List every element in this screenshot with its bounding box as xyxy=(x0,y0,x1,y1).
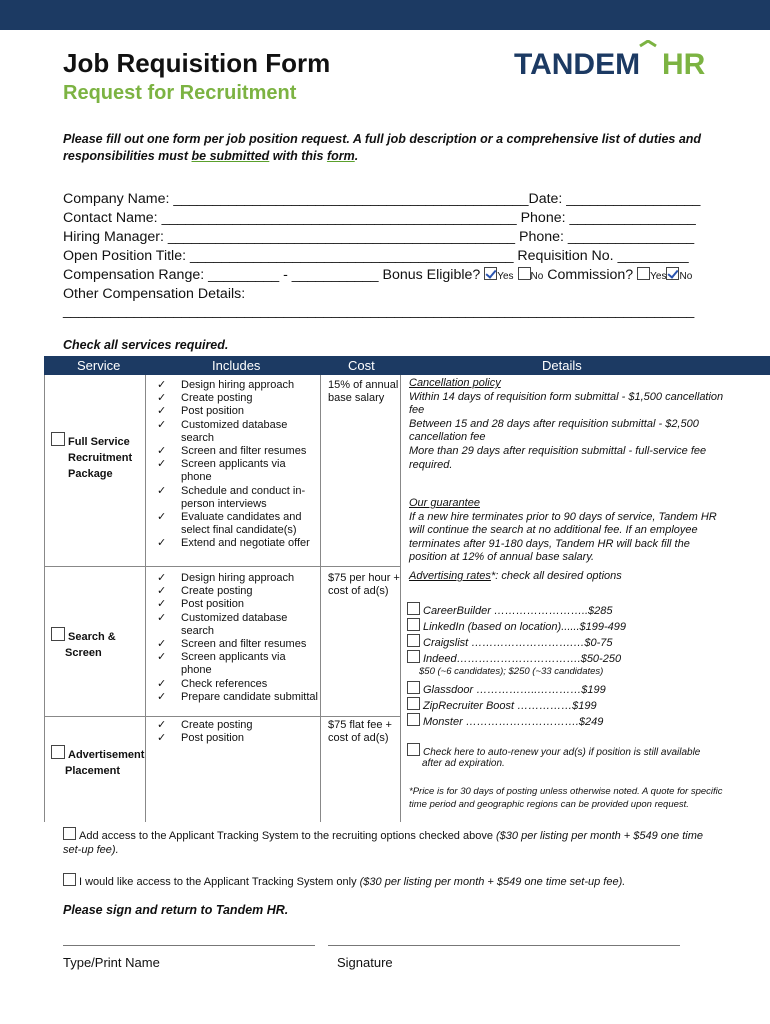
other-compensation-label: Other Compensation Details: xyxy=(63,286,246,302)
linkedin-checkbox[interactable] xyxy=(407,618,420,631)
auto-renew-checkbox[interactable] xyxy=(407,743,420,756)
table-border xyxy=(400,375,401,822)
print-name-label: Type/Print Name xyxy=(63,955,160,970)
advertisement-cost: $75 flat fee + cost of ad(s) xyxy=(328,719,392,745)
header-details: Details xyxy=(542,358,582,373)
tandem-hr-logo xyxy=(514,40,714,82)
search-screen-option[interactable]: Search & Screen xyxy=(51,627,116,661)
search-screen-cost: $75 per hour + cost of ad(s) xyxy=(328,572,400,598)
advertisement-option[interactable]: Advertisement Placement xyxy=(51,745,144,779)
header-includes: Includes xyxy=(212,358,261,373)
cancellation-policy xyxy=(409,377,729,472)
header-service: Service xyxy=(77,358,121,373)
commission-yes-checkbox[interactable] xyxy=(637,267,650,280)
signature-label: Signature xyxy=(337,955,393,970)
rate-indeed[interactable]: Indeed…………………………….$50-250 xyxy=(407,650,621,665)
careerbuilder-checkbox[interactable] xyxy=(407,602,420,615)
table-border xyxy=(320,375,321,822)
table-border xyxy=(145,375,146,822)
instructions: Please fill out one form per job position request. A full job description or a comprehensive list of duties and responsibilities must be submitted with this form. xyxy=(63,132,702,163)
signature-field[interactable] xyxy=(328,945,680,946)
commission-no-checkbox[interactable] xyxy=(666,267,679,280)
page-subtitle: Request for Recruitment xyxy=(63,82,297,104)
auto-renew-option[interactable]: Check here to auto-renew your ad(s) if position is still available xyxy=(407,743,700,758)
compensation-line: Compensation Range: _________ - ___________ Bonus Eligible? Yes No Commission? Yes No xyxy=(63,267,693,283)
ats-addon-option[interactable]: Add access to the Applicant Tracking System to the recruiting options checked above ($30 per listing per month + $549 one time set-up fee). xyxy=(63,827,723,857)
cancellation-title: Cancellation policy xyxy=(409,377,501,389)
row-divider xyxy=(44,716,400,717)
rate-monster[interactable]: Monster ………………………….$249 xyxy=(407,713,603,728)
full-service-option[interactable]: Full Service Recruitment Package xyxy=(51,432,132,482)
company-name-line[interactable]: Company Name: _____________________________________________Date: _________________ xyxy=(63,191,701,207)
page-title: Job Requisition Form xyxy=(63,48,331,78)
search-screen-checkbox[interactable] xyxy=(51,627,65,641)
bonus-yes-checkbox[interactable] xyxy=(484,267,497,280)
bonus-no-checkbox[interactable] xyxy=(518,267,531,280)
header-cost: Cost xyxy=(348,358,375,373)
list-item: ✓ Post position xyxy=(152,732,318,745)
list-item: ✓ Screen and filter resumes xyxy=(152,638,318,651)
list-item: ✓ Schedule and conduct in-person interviews xyxy=(152,485,318,511)
services-title: Check all services required. xyxy=(63,338,229,352)
search-screen-includes xyxy=(152,572,318,704)
full-service-checkbox[interactable] xyxy=(51,432,65,446)
advertising-rates-heading: Advertising rates*: check all desired options xyxy=(409,570,622,582)
contact-name-line[interactable]: Contact Name: _____________________________________________ Phone: ________________ xyxy=(63,210,696,226)
list-item: ✓ Prepare candidate submittal xyxy=(152,691,318,704)
list-item: ✓ Evaluate candidates and select final candidate(s) xyxy=(152,511,318,537)
guarantee xyxy=(409,497,729,565)
rate-careerbuilder[interactable]: CareerBuilder ……………………..$285 xyxy=(407,602,613,617)
indeed-note: $50 (~6 candidates); $250 (~33 candidates) xyxy=(419,666,604,677)
list-item: ✓ Create posting xyxy=(152,719,318,732)
monster-checkbox[interactable] xyxy=(407,713,420,726)
glassdoor-checkbox[interactable] xyxy=(407,681,420,694)
full-service-includes xyxy=(152,379,318,551)
list-item: ✓ Post position xyxy=(152,598,318,611)
ats-addon-checkbox[interactable] xyxy=(63,827,76,840)
list-item: ✓ Post position xyxy=(152,405,318,418)
list-item: ✓ Screen and filter resumes xyxy=(152,445,318,458)
advertisement-includes xyxy=(152,719,318,745)
sign-instruction: Please sign and return to Tandem HR. xyxy=(63,903,289,917)
full-service-cost: 15% of annual base salary xyxy=(328,379,399,405)
table-border xyxy=(44,375,45,822)
rate-glassdoor[interactable]: Glassdoor ……………..…………$199 xyxy=(407,681,606,696)
svg-text:TANDEM: TANDEM xyxy=(514,48,641,81)
list-item: ✓ Design hiring approach xyxy=(152,379,318,392)
row-divider xyxy=(44,566,400,567)
list-item: ✓ Screen applicants via phone xyxy=(152,458,318,484)
guarantee-title: Our guarantee xyxy=(409,497,480,509)
rate-linkedin[interactable]: LinkedIn (based on location)......$199-499 xyxy=(407,618,626,633)
top-banner xyxy=(0,0,770,30)
list-item: ✓ Create posting xyxy=(152,392,318,405)
list-item: ✓ Create posting xyxy=(152,585,318,598)
list-item: ✓ Customized database search xyxy=(152,612,318,638)
print-name-field[interactable] xyxy=(63,945,315,946)
rate-craigslist[interactable]: Craigslist ……………………….…$0-75 xyxy=(407,634,612,649)
list-item: ✓ Customized database search xyxy=(152,419,318,445)
price-note: *Price is for 30 days of posting unless otherwise noted. A quote for specific time period and geographic regions can be provided upon request. xyxy=(409,786,723,810)
rate-ziprecruiter[interactable]: ZipRecruiter Boost ……………$199 xyxy=(407,697,597,712)
advertisement-checkbox[interactable] xyxy=(51,745,65,759)
ziprecruiter-checkbox[interactable] xyxy=(407,697,420,710)
services-table-header xyxy=(44,356,770,375)
list-item: ✓ Screen applicants via phone xyxy=(152,651,318,677)
hiring-manager-line[interactable]: Hiring Manager: ____________________________________________ Phone: ________________ xyxy=(63,229,695,245)
list-item: ✓ Extend and negotiate offer xyxy=(152,537,318,550)
list-item: ✓ Design hiring approach xyxy=(152,572,318,585)
svg-text:HR: HR xyxy=(662,48,706,81)
compensation-range-field[interactable]: Compensation Range: _________ - ___________ Bonus Eligible? xyxy=(63,267,485,283)
other-compensation-line[interactable]: ________________________________________________________________________________ xyxy=(63,303,695,319)
auto-renew-line2: after ad expiration. xyxy=(422,758,505,769)
list-item: ✓ Check references xyxy=(152,678,318,691)
position-title-line[interactable]: Open Position Title: _________________________________________ Requisition No. _________ xyxy=(63,248,689,264)
indeed-checkbox[interactable] xyxy=(407,650,420,663)
cancellation-body: Within 14 days of requisition form submittal - $1,500 cancellation fee Between 15 and 28 days after requisition submittal - $2,500 cancellation fee More than 29 days after requisition submittal - full-service fee required. xyxy=(409,390,724,471)
ats-only-option[interactable]: I would like access to the Applicant Tracking System only ($30 per listing per month + $549 one time set-up fee). xyxy=(63,873,723,889)
ats-only-checkbox[interactable] xyxy=(63,873,76,886)
guarantee-body: If a new hire terminates prior to 90 days of service, Tandem HR will continue the search at no additional fee. If an employee terminates after 91-180 days, Tandem HR will back fill the position at 12% of annual base salary. xyxy=(409,510,717,564)
craigslist-checkbox[interactable] xyxy=(407,634,420,647)
